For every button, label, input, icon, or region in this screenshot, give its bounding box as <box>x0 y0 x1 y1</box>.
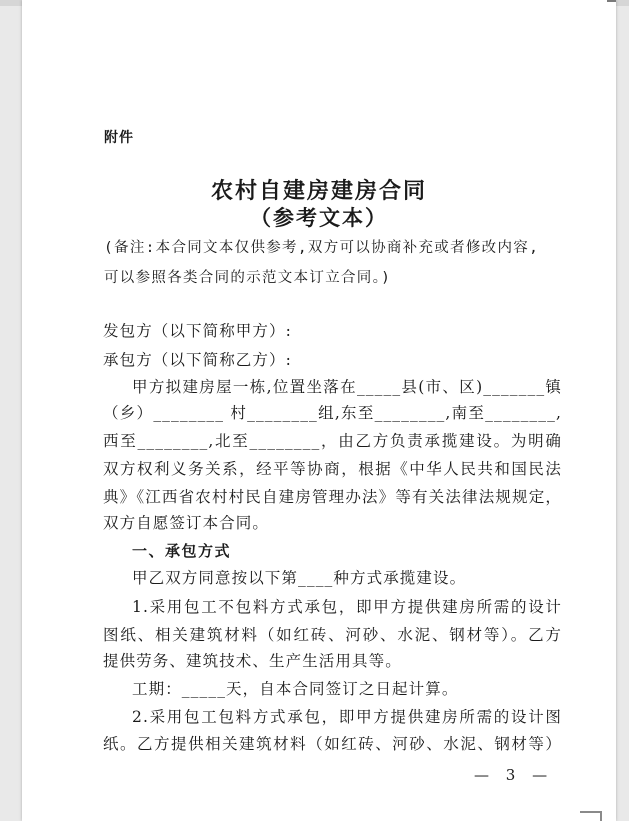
document-page <box>22 0 616 821</box>
body-line-6: 双方自愿签订本合同。 <box>103 514 270 532</box>
contract-title: 农村自建房建房合同 <box>210 178 427 204</box>
body-line-4: 双方权利义务关系，经平等协商，根据《中华人民共和国民法 <box>103 460 562 478</box>
section-1-line-4: 提供劳务、建筑技术、生产生活用具等。 <box>103 652 402 670</box>
section-1-line-7: 纸。乙方提供相关建筑材料（如红砖、河砂、水泥、钢材等） <box>103 735 562 753</box>
section-1-line-2: 1.采用包工不包料方式承包，即甲方提供建房所需的设计 <box>132 598 562 616</box>
page-number: — 3 — <box>474 766 554 784</box>
body-line-1: 甲方拟建房屋一栋,位置坐落在_____县(市、区)_______镇 <box>132 378 562 396</box>
contract-subtitle: （参考文本） <box>250 205 388 230</box>
annex-label: 附件 <box>104 130 134 146</box>
viewer-corner-mark <box>580 811 602 821</box>
section-1-line-3: 图纸、相关建筑材料（如红砖、河砂、水泥、钢材等）。乙方 <box>103 626 562 644</box>
section-1-line-5: 工期：_____天，自本合同签订之日起计算。 <box>132 680 459 698</box>
page-corner-mark <box>607 0 616 6</box>
note-line-1: (备注:本合同文本仅供参考,双方可以协商补充或者修改内容, <box>104 240 540 256</box>
section-1-line-6: 2.采用包工包料方式承包，即甲方提供建房所需的设计图 <box>132 708 562 726</box>
section-1-line-1: 甲乙双方同意按以下第____种方式承揽建设。 <box>132 569 467 587</box>
body-line-3: 西至________,北至________，由乙方负责承揽建设。为明确 <box>103 432 562 450</box>
note-line-2: 可以参照各类合同的示范文本订立合同。) <box>104 270 392 286</box>
party-b-line: 承包方（以下简称乙方）: <box>103 351 292 369</box>
section-1-heading: 一、承包方式 <box>132 542 232 560</box>
body-line-5: 典》《江西省农村村民自建房管理办法》等有关法律法规规定， <box>103 488 562 506</box>
party-a-line: 发包方（以下简称甲方）: <box>103 322 292 340</box>
body-line-2: （乡）________ 村________组,东至________,南至________, <box>103 404 562 422</box>
